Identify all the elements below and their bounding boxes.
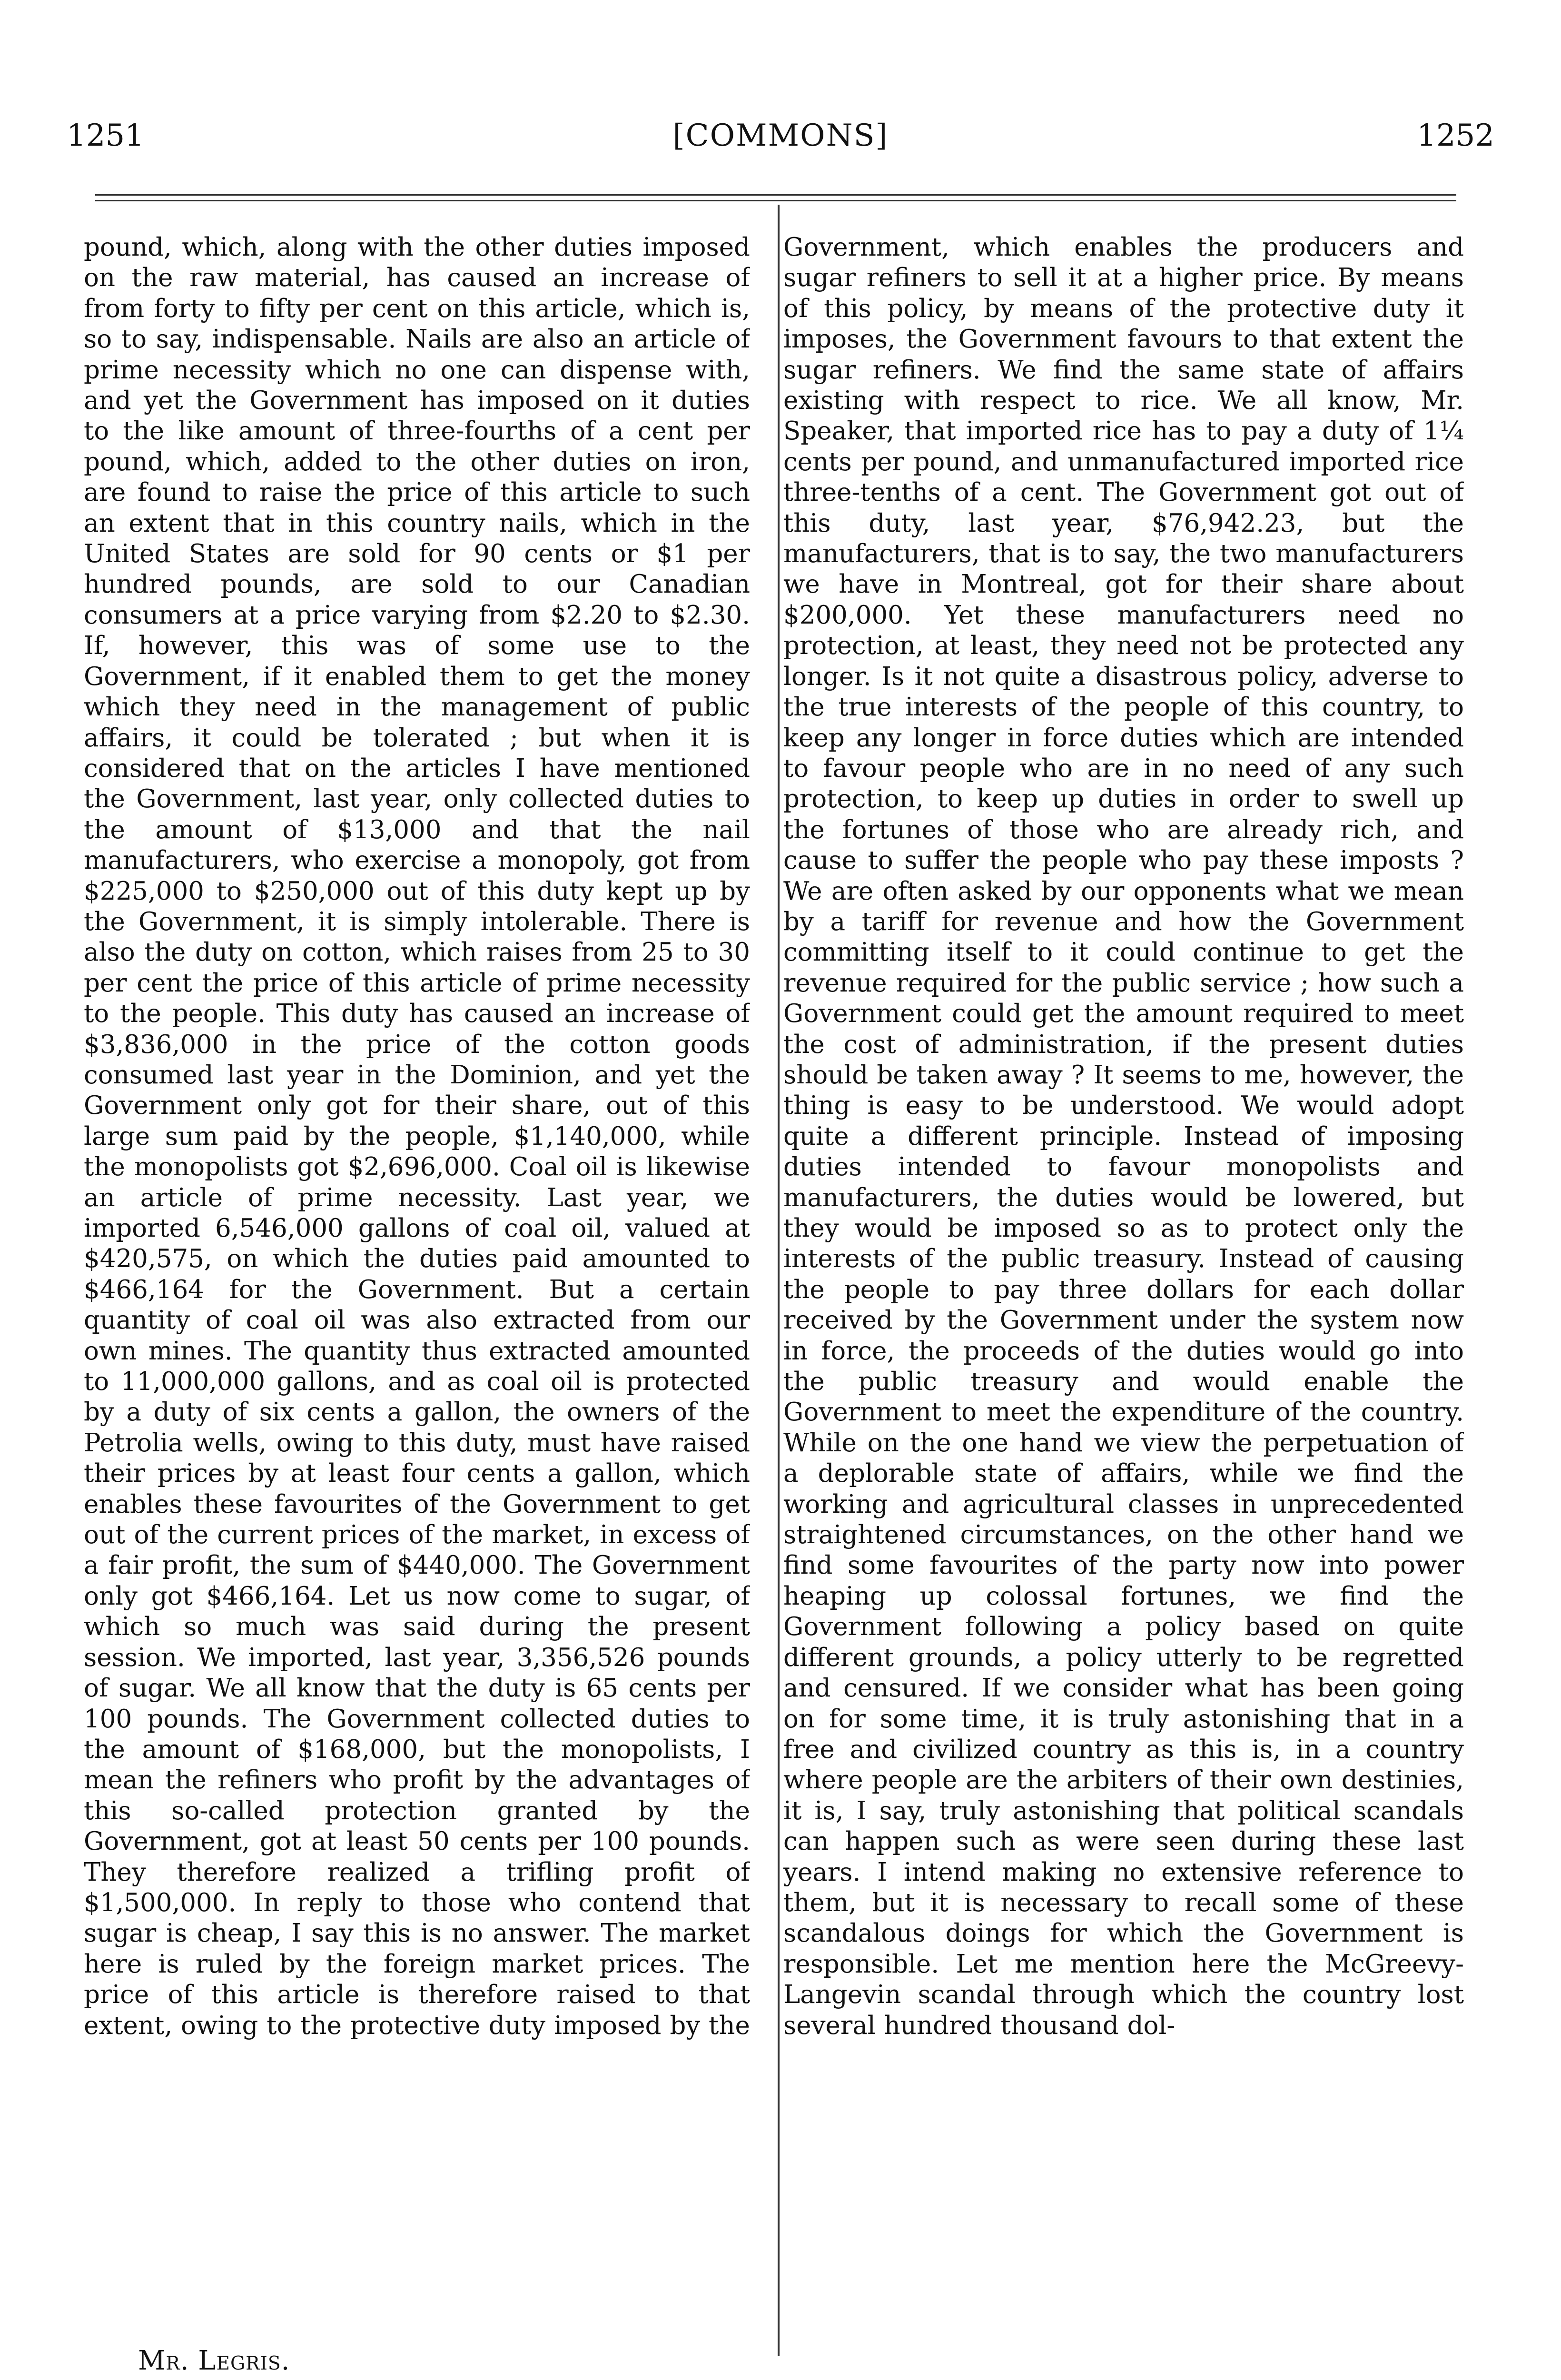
page-header <box>67 114 1494 157</box>
page-number-right: 1252 <box>1417 118 1494 153</box>
page-number-left: 1251 <box>67 118 144 153</box>
left-column-text: pound, which, along with the other duties imposed on the raw material, has caused an increase of from forty to fifty per cent on this article, which is, so to say, indispensable. Nails are also an article of prime necessity which no one can dispense with, and yet the Government has imposed on it duties to the like amount of three-fourths of a cent per pound, which, added to the other duties on iron, are found to raise the price of this article to such an extent that in this country nails, which in the United States are sold for 90 cents or $1 per hundred pounds, are sold to our Canadian consumers at a price varying from $2.20 to $2.30. If, however, this was of some use to the Government, if it enabled them to get the money which they need in the management of public affairs, it could be tolerated ; but when it is considered that on the articles I have mentioned the Government, last year, only collected duties to the amount of $13,000 and that the nail manufacturers, who exercise a monopoly, got from $225,000 to $250,000 out of this duty kept up by the Government, it is simply intolerable. There is also the duty on cotton, which raises from 25 to 30 per cent the price of this article of prime necessity to the people. This duty has caused an increase of $3,836,000 in the price of the cotton goods consumed last year in the Dominion, and yet the Government only got for their share, out of this large sum paid by the people, $1,140,000, while the monopolists got $2,696,000. Coal oil is likewise an article of prime necessity. Last year, we imported 6,546,000 gallons of coal oil, valued at $420,575, on which the duties paid amounted to $466,164 for the Government. But a certain quantity of coal oil was also extracted from our own mines. The quantity thus extracted amounted to 11,000,000 gallons, and as coal oil is protected by a duty of six cents a gallon, the owners of the Petrolia wells, owing to this duty, must have raised their prices by at least four cents a gallon, which enables these favourites of the Government to get out of the current prices of the market, in excess of a fair profit, the sum of $440,000. The Government only got $466,164. Let us now come to sugar, of which so much was said during the present session. We imported, last year, 3,356,526 pounds of sugar. We all know that the duty is 65 cents per 100 pounds. The Government collected duties to the amount of $168,000, but the monopolists, I mean the refiners who profit by the advantages of this so-called protection granted by the Government, got at least 50 cents per 100 pounds. They therefore realized a trifling profit of $1,500,000. In reply to those who contend that sugar is cheap, I say this is no answer. The market here is ruled by the foreign market prices. The price of this article is therefore raised to that extent, owing to the protective duty imposed by the <box>84 233 750 2040</box>
column-divider <box>778 205 780 2356</box>
speaker-name: Mr. Legris. <box>138 2345 290 2376</box>
header-rule-bottom <box>95 200 1456 201</box>
page-title: [COMMONS] <box>672 118 889 153</box>
left-column <box>84 232 750 2303</box>
right-column-text: Government, which enables the producers and sugar refiners to sell it at a higher price. By means of this policy, by means of the protective duty it imposes, the Government favours to that extent the sugar refiners. We find the same state of affairs existing with respect to rice. We all know, Mr. Speaker, that imported rice has to pay a duty of 1¼ cents per pound, and unmanufactured imported rice three-tenths of a cent. The Government got out of this duty, last year, $76,942.23, but the manufacturers, that is to say, the two manufacturers we have in Montreal, got for their share about $200,000. Yet these manufacturers need no protection, at least, they need not be protected any longer. Is it not quite a disastrous policy, adverse to the true interests of the people of this country, to keep any longer in force duties which are intended to favour people who are in no need of any such protection, to keep up duties in order to swell up the fortunes of those who are already rich, and cause to suffer the people who pay these imposts ? We are often asked by our opponents what we mean by a tariff for revenue and how the Government committing itself to it could continue to get the revenue required for the public service ; how such a Government could get the amount required to meet the cost of administration, if the present duties should be taken away ? It seems to me, however, the thing is easy to be understood. We would adopt quite a different principle. Instead of imposing duties intended to favour monopolists and manufacturers, the duties would be lowered, but they would be imposed so as to protect only the interests of the public treasury. Instead of causing the people to pay three dollars for each dollar received by the Government under the system now in force, the proceeds of the duties would go into the public treasury and would enable the Government to meet the expenditure of the country. While on the one hand we view the perpetuation of a deplorable state of affairs, while we find the working and agricultural classes in unprecedented straightened circumstances, on the other hand we find some favourites of the party now into power heaping up colossal fortunes, we find the Government following a policy based on quite different grounds, a policy utterly to be regretted and censured. If we consider what has been going on for some time, it is truly astonishing that in a free and civilized country as this is, in a country where people are the arbiters of their own destinies, it is, I say, truly astonishing that political scandals can happen such as were seen during these last years. I intend making no extensive reference to them, but it is necessary to recall some of these scandalous doings for which the Government is responsible. Let me mention here the McGreevy-Langevin scandal through which the country lost several hundred thousand dol- <box>783 233 1464 2040</box>
right-column <box>783 232 1464 2303</box>
header-rule-top <box>95 194 1456 196</box>
